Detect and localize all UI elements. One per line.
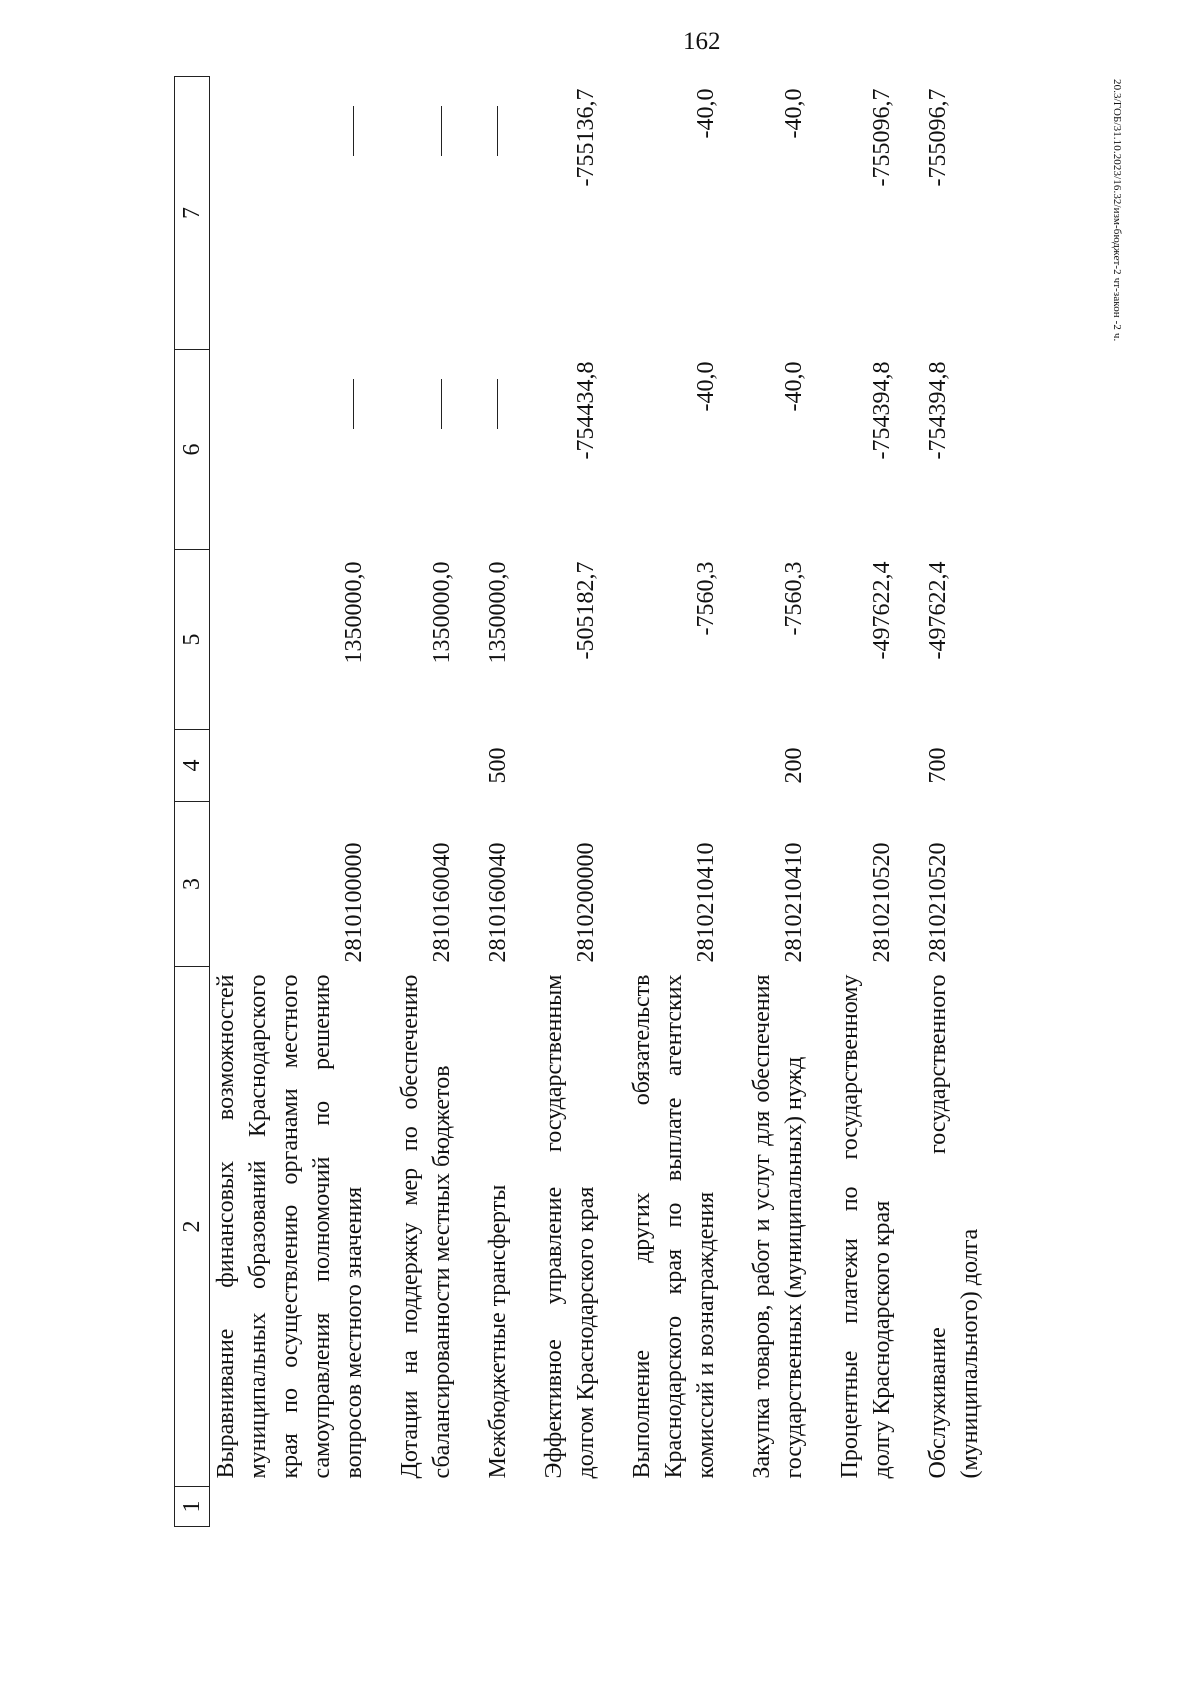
- row-spacer: [514, 77, 538, 1527]
- dash-mark: [497, 107, 498, 157]
- header-row: [175, 77, 210, 1527]
- cell-col6: -754394,8: [925, 361, 951, 460]
- header-cell-7: 7: [175, 77, 210, 350]
- cell-col3: 2810160040: [429, 842, 455, 963]
- cell-col3: 2810210410: [693, 842, 719, 963]
- cell-col7: -755096,7: [869, 88, 895, 187]
- budget-table: [174, 76, 1010, 1527]
- cell-col4: 200: [781, 747, 807, 784]
- cell-col4: [626, 730, 722, 802]
- cell-col2: Эффективное управление государственным долгом Краснодарского края: [541, 974, 599, 1479]
- cell-col3: 2810200000: [573, 842, 599, 963]
- cell-col2: Дотации на поддержку мер по обеспечению сбалансированности местных бюджетов: [397, 974, 455, 1479]
- dash-mark: [497, 380, 498, 430]
- table-row: [394, 77, 458, 1527]
- cell-col5: 1350000,0: [429, 561, 455, 664]
- header-cell-3: 3: [175, 802, 210, 967]
- table-row: [538, 77, 602, 1527]
- header-cell-6: 6: [175, 350, 210, 550]
- cell-col5: -505182,7: [573, 561, 599, 660]
- cell-col5: 1350000,0: [485, 561, 511, 664]
- cell-col7: -40,0: [781, 88, 807, 139]
- cell-col4: [210, 730, 371, 802]
- cell-col6-dash: [394, 350, 458, 550]
- cell-col2: Выполнение других обязательств Краснодарского края по выплате агентских комиссий и вознаграждения: [629, 974, 719, 1479]
- header-cell-1: 1: [175, 1487, 210, 1527]
- cell-col7: -755096,7: [925, 88, 951, 187]
- row-spacer: [602, 77, 626, 1527]
- cell-col2: Выравнивание финансовых возможностей муниципальных образований Краснодарского края по осуществлению органами местного самоуправления полномочий по решению вопросов местного значения: [213, 974, 367, 1479]
- dash-mark: [441, 380, 442, 430]
- cell-col7: -755136,7: [573, 88, 599, 187]
- cell-col5: -497622,4: [869, 561, 895, 660]
- row-spacer: [986, 77, 1010, 1527]
- cell-col7-dash: [210, 77, 371, 350]
- cell-col1: [746, 1487, 810, 1527]
- row-spacer: [810, 77, 834, 1527]
- row-spacer: [370, 77, 394, 1527]
- cell-col1: [922, 1487, 986, 1527]
- cell-col7: -40,0: [693, 88, 719, 139]
- table-row: [922, 77, 986, 1527]
- cell-col4: 700: [925, 747, 951, 784]
- cell-col5: -497622,4: [925, 561, 951, 660]
- cell-col2: Закупка товаров, работ и услуг для обеспечения государственных (муниципальных) нужд: [749, 974, 807, 1479]
- cell-col6: -40,0: [781, 361, 807, 412]
- rotated-table-container: [174, 77, 1074, 1527]
- cell-col1: [834, 1487, 898, 1527]
- header-cell-5: 5: [175, 550, 210, 730]
- dash-mark: [441, 107, 442, 157]
- cell-col5: 1350000,0: [341, 561, 367, 664]
- cell-col2: Обслуживание государственного (муниципального) долга: [925, 974, 983, 1479]
- cell-col2: Процентные платежи по государственному долгу Краснодарского края: [837, 974, 895, 1479]
- table-row: [834, 77, 898, 1527]
- row-spacer: [458, 77, 482, 1527]
- cell-col1: [482, 1487, 514, 1527]
- table-row: [626, 77, 722, 1527]
- cell-col6: -40,0: [693, 361, 719, 412]
- cell-col1: [538, 1487, 602, 1527]
- table-row: [210, 77, 371, 1527]
- dash-mark: [353, 107, 354, 157]
- cell-col1: [394, 1487, 458, 1527]
- cell-col7-dash: [394, 77, 458, 350]
- cell-col3: 2810160040: [485, 842, 511, 963]
- cell-col1: [626, 1487, 722, 1527]
- header-cell-2: 2: [175, 967, 210, 1487]
- row-spacer: [898, 77, 922, 1527]
- cell-col5: -7560,3: [693, 561, 719, 636]
- header-cell-4: 4: [175, 730, 210, 802]
- cell-col3: 2810210520: [869, 842, 895, 963]
- cell-col4: 500: [485, 747, 511, 784]
- cell-col6: -754434,8: [573, 361, 599, 460]
- cell-col4: [538, 730, 602, 802]
- cell-col6: -754394,8: [869, 361, 895, 460]
- cell-col7-dash: [482, 77, 514, 350]
- cell-col2: Межбюджетные трансферты: [485, 1184, 511, 1479]
- page-number: 162: [683, 28, 721, 55]
- cell-col5: -7560,3: [781, 561, 807, 636]
- dash-mark: [353, 380, 354, 430]
- cell-col4: [834, 730, 898, 802]
- cell-col3: 2810100000: [341, 842, 367, 963]
- cell-col4: [394, 730, 458, 802]
- cell-col1: [210, 1487, 371, 1527]
- footer-code: 20.3/ГОБ/31.10.2023/16.32/изм-бюджет-2 чт-закон -2 ч.: [1111, 79, 1123, 342]
- cell-col6-dash: [210, 350, 371, 550]
- cell-col3: 2810210410: [781, 842, 807, 963]
- table-row: [482, 77, 514, 1527]
- table-row: [746, 77, 810, 1527]
- cell-col3: 2810210520: [925, 842, 951, 963]
- cell-col6-dash: [482, 350, 514, 550]
- row-spacer: [722, 77, 746, 1527]
